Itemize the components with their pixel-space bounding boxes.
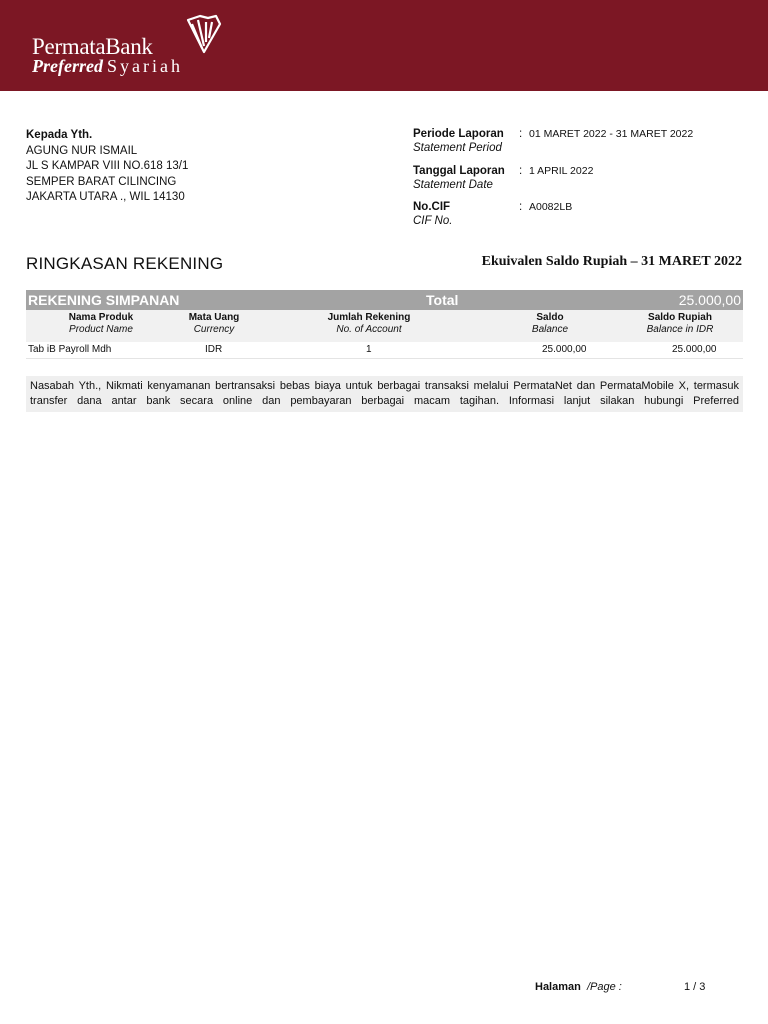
column-header-label: Jumlah Rekening (327, 312, 411, 323)
column-header-product (56, 312, 146, 336)
statement-period-value: 01 MARET 2022 - 31 MARET 2022 (529, 128, 694, 140)
column-header-sublabel: No. of Account (336, 324, 402, 335)
cif-sublabel: CIF No. (413, 215, 453, 227)
cell-currency: IDR (205, 344, 223, 355)
column-header-label: Nama Produk (68, 312, 134, 323)
statement-date-label: Tanggal Laporan (413, 165, 505, 177)
cell-balance: 25.000,00 (542, 344, 587, 355)
header-banner (0, 0, 768, 91)
cif-label: No.CIF (413, 201, 451, 213)
cell-balance-idr: 25.000,00 (672, 344, 717, 355)
column-header-balance-idr (630, 312, 730, 336)
brand-sub-preferred: Preferred (32, 56, 103, 76)
column-header-label: Mata Uang (188, 312, 240, 323)
statement-period (413, 127, 694, 155)
column-header-sublabel: Balance in IDR (646, 324, 714, 335)
statement-period-label: Periode Laporan (413, 128, 504, 140)
colon-separator: : (519, 128, 523, 140)
page-number: 1 / 3 (684, 981, 706, 993)
column-header-sublabel: Product Name (69, 324, 133, 335)
cell-product: Tab iB Payroll Mdh (28, 344, 112, 355)
brand-sub-syariah: Syariah (106, 56, 183, 76)
statement-date-sublabel: Statement Date (413, 179, 493, 191)
colon-separator: : (519, 201, 523, 213)
column-header-balance (510, 312, 590, 336)
diamond-logo-icon (182, 12, 222, 54)
statement-date-value: 1 APRIL 2022 (529, 165, 594, 177)
cif-value: A0082LB (529, 201, 573, 213)
section-total-label: Total (426, 292, 459, 308)
section-header-bar (26, 290, 743, 310)
statement-date (413, 164, 594, 192)
recipient-address-line: JL S KAMPAR VIII NO.618 13/1 (26, 160, 189, 172)
notice-text: Nasabah Yth., Nikmati kenyamanan bertransaksi bebas biaya untuk berbagai transaksi melalui PermataNet dan PermataMobile X, termasuk transfer dana antar bank secara online dan pembayaran berbagai macam tagihan. Informasi lanjut silakan hubungi Preferred (30, 380, 739, 407)
recipient-name: AGUNG NUR ISMAIL (26, 144, 138, 157)
cell-accounts: 1 (366, 344, 372, 355)
table-row (26, 342, 743, 359)
statement-period-sublabel: Statement Period (413, 142, 502, 154)
colon-separator: : (519, 165, 523, 177)
recipient-address-line: SEMPER BARAT CILINCING (26, 175, 177, 188)
page-label: Halaman (535, 981, 581, 993)
column-header-label: Saldo (536, 312, 564, 323)
column-header-sublabel: Balance (531, 324, 569, 335)
recipient-block (26, 128, 188, 206)
column-header-sublabel: Currency (193, 324, 235, 335)
cif-number (413, 200, 573, 228)
column-header-currency (169, 312, 259, 336)
page-label-en: /Page : (587, 981, 622, 993)
recipient-heading: Kepada Yth. (26, 129, 93, 141)
table-header (26, 310, 743, 342)
brand-subtitle (32, 56, 183, 77)
column-header-accounts (314, 312, 424, 336)
equivalent-balance-heading: Ekuivalen Saldo Rupiah – 31 MARET 2022 (481, 254, 742, 269)
summary-title: RINGKASAN REKENING (26, 254, 224, 273)
recipient-address-line: JAKARTA UTARA ., WIL 14130 (26, 191, 185, 203)
customer-notice (26, 376, 743, 412)
column-header-label: Saldo Rupiah (648, 312, 712, 323)
brand-name: PermataBank (32, 34, 153, 59)
section-name: REKENING SIMPANAN (28, 292, 180, 308)
section-total-value: 25.000,00 (678, 292, 741, 308)
